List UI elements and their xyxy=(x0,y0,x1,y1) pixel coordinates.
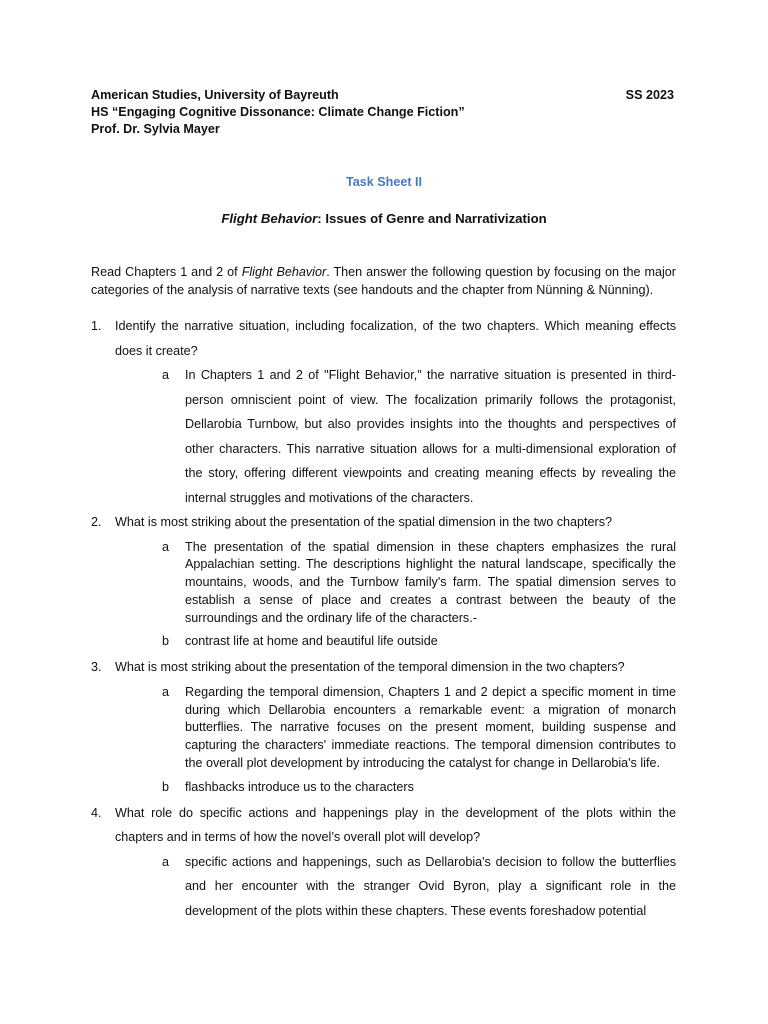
question-number: 1. xyxy=(91,319,102,333)
answer-label: b xyxy=(162,634,170,649)
intro-before: Read Chapters 1 and 2 of xyxy=(91,265,242,279)
question-item xyxy=(91,510,676,651)
course-line: HS “Engaging Cognitive Dissonance: Climate Change Fiction” xyxy=(91,105,465,119)
answer-label: b xyxy=(162,779,170,794)
answer-item xyxy=(115,684,676,773)
term-label: SS 2023 xyxy=(625,88,674,102)
subtitle-rest: : Issues of Genre and Narrativization xyxy=(317,211,547,226)
intro-after: . Then answer the following question by focusing on the major categories of the analysis of narrative texts (see handouts and the chapter from Nünning & Nünning). xyxy=(91,265,677,297)
question-text: What is most striking about the presentation of the spatial dimension in the two chapters? xyxy=(115,515,613,529)
answer-item xyxy=(115,633,676,651)
answer-list xyxy=(115,850,676,924)
answer-text: Regarding the temporal dimension, Chapters 1 and 2 depict a specific moment in time during which Dellarobia encounters a remarkable event: a migration of monarch butterflies. The narrative focuses on the present moment, building suspense and capturing the characters' immediate reactions. The temporal dimension contributes to the overall plot development by introducing the catalyst for change in Dellarobia's life. xyxy=(185,684,676,770)
answer-text: flashbacks introduce us to the characters xyxy=(185,779,414,794)
question-list xyxy=(91,314,676,923)
answer-item xyxy=(115,779,676,797)
question-text: What role do specific actions and happenings play in the development of the plots within the chapters and in terms of how the novel’s overall plot will develop? xyxy=(115,805,676,845)
answer-list xyxy=(115,363,676,510)
answer-label: a xyxy=(162,684,170,699)
answer-text: contrast life at home and beautiful life outside xyxy=(185,634,438,649)
task-sheet-title: Task Sheet II xyxy=(345,175,423,189)
answer-list xyxy=(115,684,676,797)
answer-text: The presentation of the spatial dimension in these chapters emphasizes the rural Appalachian setting. The descriptions highlight the natural landscape, specifically the mountains, woods, and the Turnbow family's farm. The spatial dimension serves to establish a sense of place and creates a contrast between the beauty of the surroundings and the ordinary life of the characters.- xyxy=(185,539,676,625)
answer-list xyxy=(115,539,676,652)
answer-label: a xyxy=(162,539,170,554)
intro-paragraph xyxy=(91,264,676,299)
question-text: What is most striking about the presentation of the temporal dimension in the two chapters? xyxy=(115,660,625,675)
question-number: 3. xyxy=(91,660,102,675)
question-item xyxy=(91,314,676,510)
question-item xyxy=(91,655,676,796)
document-header xyxy=(91,87,674,138)
answer-item xyxy=(115,539,676,628)
answer-text: In Chapters 1 and 2 of "Flight Behavior," the narrative situation is presented in third-person omniscient point of view. The focalization primarily follows the protagonist, Dellarobia Turnbow, but also provides insights into the thoughts and perspectives of other characters. This narrative situation allows for a multi-dimensional exploration of the story, offering different viewpoints and creating meaning effects by revealing the internal struggles and motivations of the characters. xyxy=(185,368,676,505)
professor-line: Prof. Dr. Sylvia Mayer xyxy=(91,122,220,136)
question-number: 2. xyxy=(91,515,102,529)
institution-line: American Studies, University of Bayreuth xyxy=(91,88,339,102)
question-text: Identify the narrative situation, including focalization, of the two chapters. Which meaning effects does it create? xyxy=(115,319,676,358)
document-body xyxy=(91,264,676,923)
answer-label: a xyxy=(162,368,170,382)
document-subtitle xyxy=(0,211,768,226)
answer-text: specific actions and happenings, such as Dellarobia's decision to follow the butterflies and her encounter with the stranger Ovid Byron, play a significant role in the development of the plots within these chapters. These events foreshadow potential xyxy=(185,854,676,918)
question-item xyxy=(91,801,676,924)
question-number: 4. xyxy=(91,805,102,820)
intro-book-title: Flight Behavior xyxy=(241,265,327,279)
answer-item xyxy=(115,363,676,510)
subtitle-book-title: Flight Behavior xyxy=(221,211,318,226)
answer-label: a xyxy=(162,854,170,869)
answer-item xyxy=(115,850,676,924)
